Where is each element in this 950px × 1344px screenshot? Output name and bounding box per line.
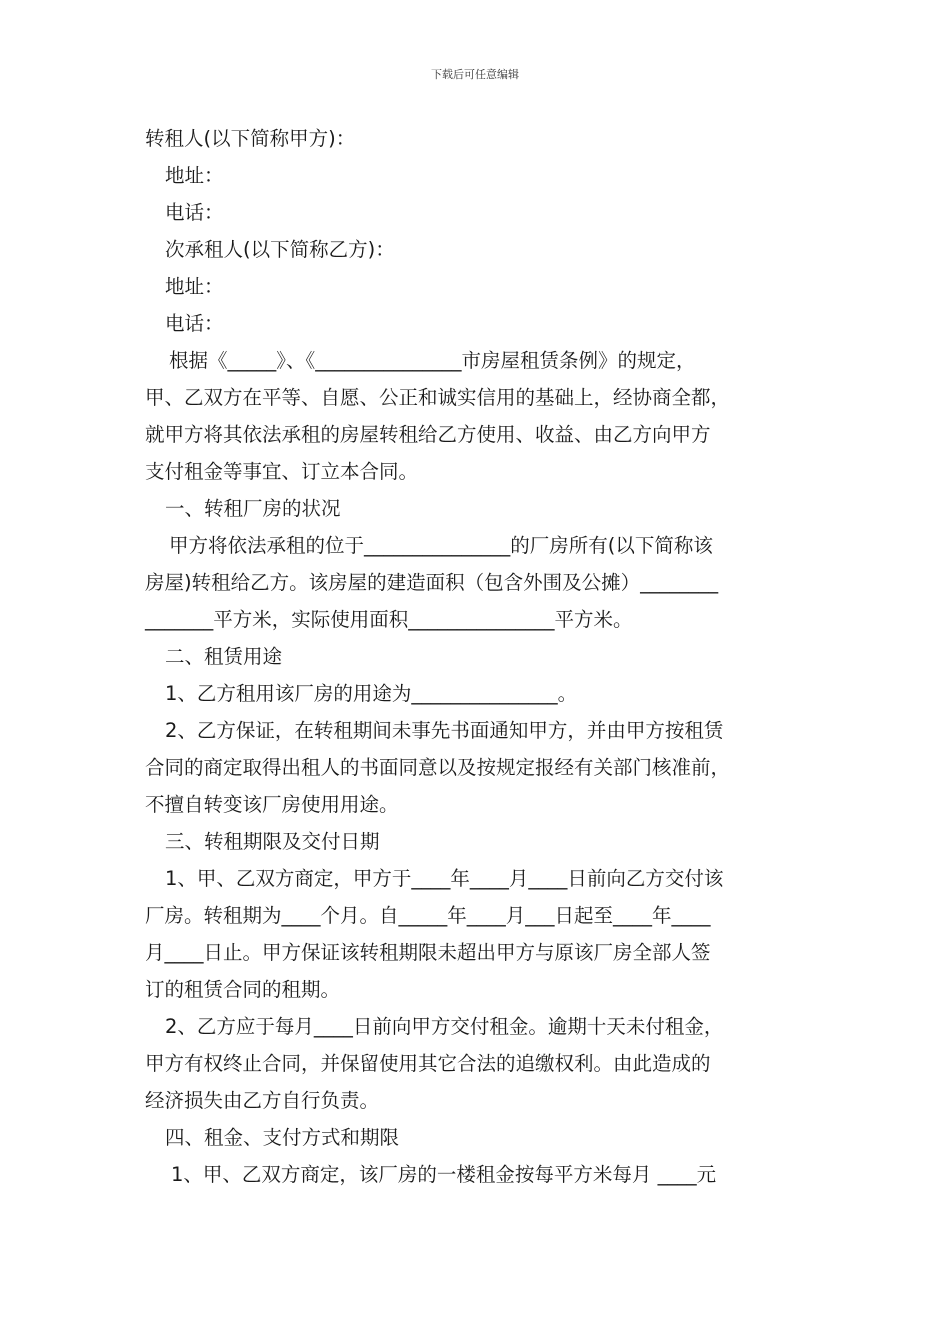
text-line: 订的租赁合同的租期。 <box>145 978 341 1001</box>
text-line: 甲方有权终止合同，并保留使用其它合法的追缴权利。由此造成的 <box>145 1052 711 1075</box>
text-line: 1、乙方租用该厂房的用途为_______________。 <box>165 682 578 705</box>
page-header: 下载后可任意编辑 <box>431 68 519 81</box>
text-line: 地址： <box>165 164 224 187</box>
contract-body <box>145 120 810 1193</box>
text-line: 合同的商定取得出租人的书面同意以及按规定报经有关部门核准前， <box>145 756 731 779</box>
text-line: 厂房。转租期为____个月。自_____年____月___日起至____年____ <box>145 904 711 927</box>
text-line: 甲方将依法承租的位于_______________的厂房所有(以下简称该 <box>169 534 713 557</box>
text-line: 地址： <box>165 275 224 298</box>
text-line: 就甲方将其依法承租的房屋转租给乙方使用、收益、由乙方向甲方 <box>145 423 711 446</box>
text-line: 甲、乙双方在平等、自愿、公正和诚实信用的基础上，经协商全都， <box>145 386 731 409</box>
text-line: 1、甲、乙双方商定，甲方于____年____月____日前向乙方交付该 <box>165 867 724 890</box>
text-line: 转租人(以下简称甲方)： <box>145 127 356 150</box>
text-line: 2、乙方保证，在转租期间未事先书面通知甲方，并由甲方按租赁 <box>165 719 724 742</box>
text-line: 四、租金、支付方式和期限 <box>165 1126 400 1149</box>
text-line: 电话： <box>165 312 224 335</box>
text-line: 电话： <box>165 201 224 224</box>
text-line: _______平方米，实际使用面积_______________平方米。 <box>145 608 633 631</box>
text-line: 房屋)转租给乙方。该房屋的建造面积（包含外围及公摊）________ <box>145 571 719 594</box>
text-line: 二、租赁用途 <box>165 645 283 668</box>
text-line: 1、甲、乙双方商定，该厂房的一楼租金按每平方米每月 ____元 <box>171 1163 717 1186</box>
text-line: 月____日止。甲方保证该转租期限未超出甲方与原该厂房全部人签 <box>145 941 711 964</box>
text-line: 一、转租厂房的状况 <box>165 497 341 520</box>
text-line: 次承租人(以下简称乙方)： <box>165 238 395 261</box>
text-line: 根据《_____》、《_______________市房屋租赁条例》的规定， <box>169 349 696 372</box>
text-line: 不擅自转变该厂房使用用途。 <box>145 793 399 816</box>
text-line: 支付租金等事宜、订立本合同。 <box>145 460 419 483</box>
text-line: 经济损失由乙方自行负责。 <box>145 1089 380 1112</box>
text-line: 三、转租期限及交付日期 <box>165 830 380 853</box>
text-line: 2、乙方应于每月____日前向甲方交付租金。逾期十天未付租金， <box>165 1015 724 1038</box>
